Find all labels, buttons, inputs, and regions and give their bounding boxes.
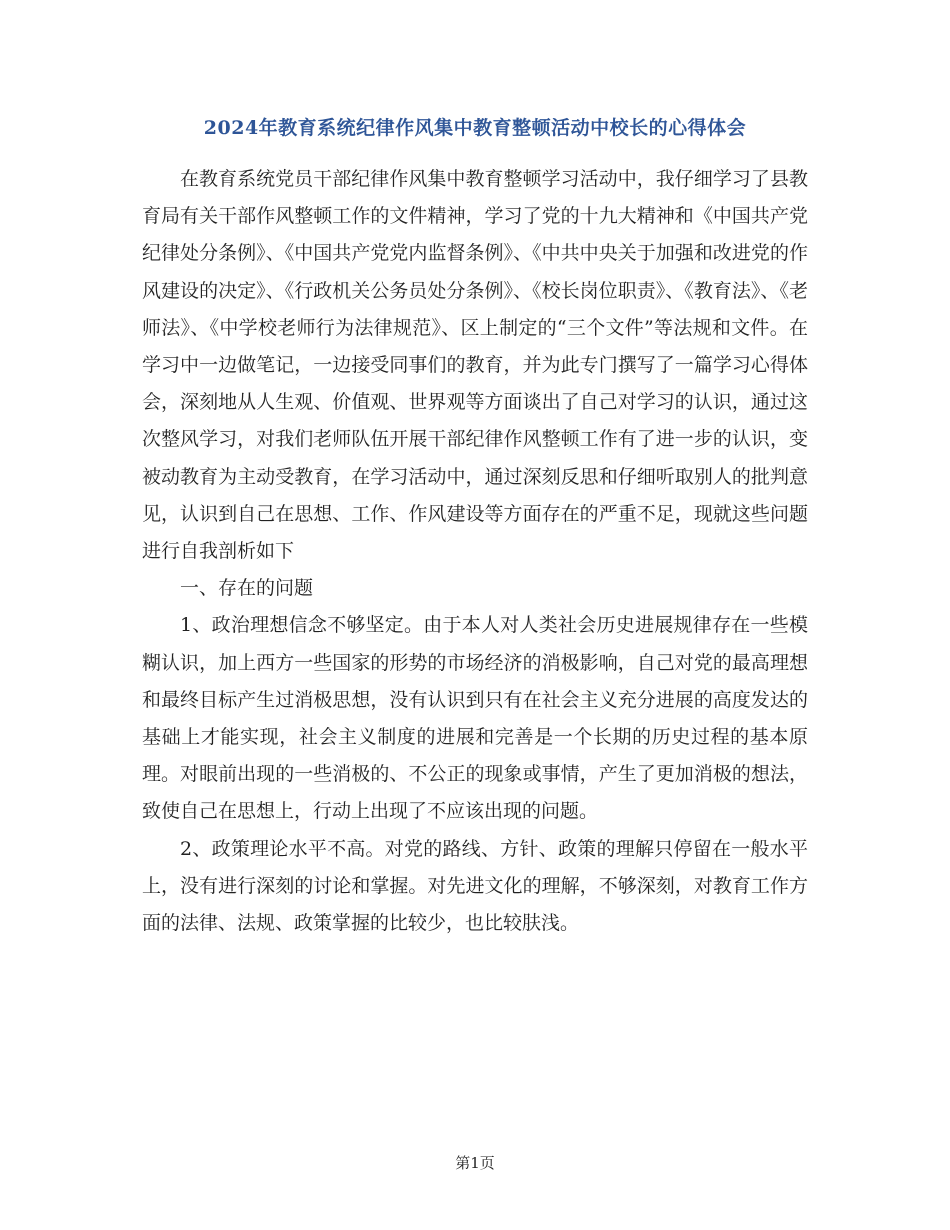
- paragraph-point-2: 2、政策理论水平不高。对党的路线、方针、政策的理解只停留在一般水平上，没有进行深刻的讨论和掌握。对先进文化的理解，不够深刻，对教育工作方面的法律、法规、政策掌握的比较少，也比较肤浅。: [142, 837, 808, 935]
- page-number: 第1页: [455, 1154, 495, 1172]
- paragraph-intro: 在教育系统党员干部纪律作风集中教育整顿学习活动中，我仔细学习了县教育局有关干部作风整顿工作的文件精神，学习了党的十九大精神和《中国共产党纪律处分条例》、《中国共产党党内监督条例》、《中共中央关于加强和改进党的作风建设的决定》、《行政机关公务员处分条例》、《校长岗位职责》、《教育法》、《老师法》、《中学校老师行为法律规范》、区上制定的“三个文件”等法规和文件。在学习中一边做笔记，一边接受同事们的教育，并为此专门撰写了一篇学习心得体会，深刻地从人生观、价值观、世界观等方面谈出了自己对学习的认识，通过这次整风学习，对我们老师队伍开展干部纪律作风整顿工作有了进一步的认识，变被动教育为主动受教育，在学习活动中，通过深刻反思和仔细听取别人的批判意见，认识到自己在思想、工作、作风建设等方面存在的严重不足，现就这些问题进行自我剖析如下: [142, 168, 808, 563]
- section-heading-problems: 一、存在的问题: [180, 577, 314, 600]
- document-title: 2024年教育系统纪律作风集中教育整顿活动中校长的心得体会: [203, 117, 747, 139]
- document-body: [142, 161, 808, 942]
- paragraph-point-1: 1、政治理想信念不够坚定。由于本人对人类社会历史进展规律存在一些模糊认识，加上西方一些国家的形势的市场经济的消极影响，自己对党的最高理想和最终目标产生过消极思想，没有认识到只有在社会主义充分进展的高度发达的基础上才能实现，社会主义制度的进展和完善是一个长期的历史过程的基本原理。对眼前出现的一些消极的、不公正的现象或事情，产生了更加消极的想法，致使自己在思想上，行动上出现了不应该出现的问题。: [142, 614, 808, 823]
